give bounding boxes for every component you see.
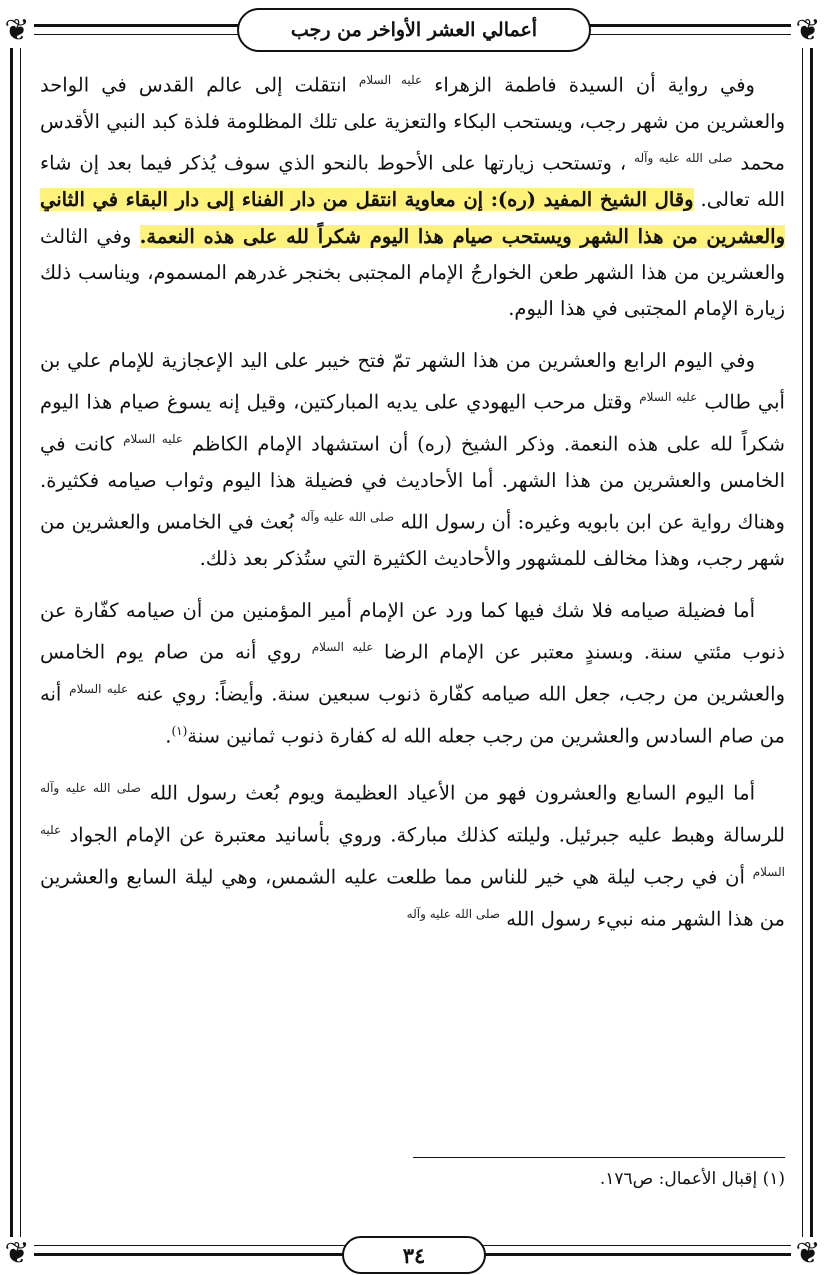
- corner-ornament-icon: ❦: [0, 1237, 34, 1271]
- footnote-marker[interactable]: (١): [171, 724, 188, 738]
- paragraph-4: أما اليوم السابع والعشرون فهو من الأعياد العظيمة ويوم بُعث رسول الله $^{صلى الله عليه وآله}$ للرسالة وهبط عليه جبرئيل. وليلته كذلك مباركة. وروي بأسانيد معتبرة عن الإمام الجواد $^{عليه السلام}$ أن في رجب ليلة هي خير للناس مما طلعت عليه الشمس، وهي ليلة السابع والعشرين من هذا الشهر منه نبيء رسول الله $^{صلى الله عليه وآله}$: [40, 780, 785, 931]
- page-number: ٣٤: [342, 1236, 486, 1274]
- alaihi-salam-symbol: عليه السلام: [69, 682, 129, 697]
- pbuh-symbol: صلى الله عليه وآله: [634, 151, 733, 166]
- pbuh-symbol: صلى الله عليه وآله: [300, 510, 395, 525]
- alaihi-salam-symbol: عليه السلام: [358, 73, 423, 87]
- highlighted-text: وقال الشيخ المفيد (ره): إن معاوية انتقل من دار الفناء إلى دار البقاء في الثاني والعشرين من هذا الشهر ويستحب صيام هذا اليوم شكراً لله على هذه النعمة.: [40, 188, 785, 248]
- alaihi-salam-symbol: عليه السلام: [311, 640, 374, 655]
- corner-ornament-icon: ❦: [0, 14, 34, 48]
- footnote: (١) إقبال الأعمال: ص١٧٦.: [599, 1169, 785, 1189]
- paragraph-3: أما فضيلة صيامه فلا شك فيها كما ورد عن الإمام أمير المؤمنين من أن صيامه كفّارة عن ذنوب مئتي سنة. وبسندٍ معتبر عن الإمام الرضا $^{عليه السلام}$ روي أنه من صام يوم الخامس والعشرين من رجب، جعل الله صيامه كفّارة ذنوب سبعين سنة. وأيضاً: روي عنه $^{عليه السلام}$ أنه من صام السادس والعشرين من رجب جعله الله له كفارة ذنوب ثمانين سنة$^{(١)}$.: [40, 598, 785, 748]
- pbuh-symbol: صلى الله عليه وآله: [406, 906, 501, 921]
- footnote-divider: [413, 1157, 785, 1158]
- page-title: أعمالي العشر الأواخر من رجب: [237, 8, 591, 52]
- corner-ornament-icon: ❦: [791, 1237, 825, 1271]
- alaihi-salam-symbol: عليه السلام: [123, 432, 183, 447]
- alaihi-salam-symbol: عليه السلام: [639, 390, 698, 405]
- page-body: [40, 62, 785, 953]
- paragraph-2: وفي اليوم الرابع والعشرين من هذا الشهر تمّ فتح خيبر على اليد الإعجازية للإمام علي بن أبي طالب $^{عليه السلام}$ وقتل مرحب اليهودي على يديه المباركتين، وقيل إنه يسوغ صيام هذا اليوم شكراً لله على هذه النعمة. وذكر الشيخ (ره) أن استشهاد الإمام الكاظم $^{عليه السلام}$ كانت في الخامس والعشرين من هذا الشهر. أما الأحاديث في فضيلة هذا اليوم وثواب صيامه فكثيرة. وهناك رواية عن ابن بابويه وغيره: أن رسول الله $^{صلى الله عليه وآله}$ بُعث في الخامس والعشرين من شهر رجب، وهذا مخالف للمشهور والأحاديث الكثيرة التي ستُذكر بعد ذلك.: [40, 348, 786, 571]
- alaihi-salam-symbol: عليه السلام: [40, 822, 785, 879]
- paragraph-1: وفي رواية أن السيدة فاطمة الزهراء $^{عليه السلام}$ انتقلت إلى عالم القدس في الواحد والعشرين من شهر رجب، ويستحب البكاء والتعزية على تلك المظلومة فلذة كبد النبي الأقدس محمد $^{صلى الله عليه وآله}$ ، وتستحب زيارتها على الأحوط بالنحو الذي سوف يُذكر فيما بعد إن شاء الله تعالى. وقال الشيخ المفيد (ره): إن معاوية انتقل من دار الفناء إلى دار البقاء في الثاني والعشرين من هذا الشهر ويستحب صيام هذا اليوم شكراً لله على هذه النعمة. وفي الثالث والعشرين من هذا الشهر طعن الخوارجُ الإمام المجتبى بخنجر غدرهم المسموم، ويناسب ذلك زيارة الإمام المجتبى في هذا اليوم.: [40, 73, 786, 321]
- pbuh-symbol: صلى الله عليه وآله: [40, 780, 141, 795]
- corner-ornament-icon: ❦: [791, 14, 825, 48]
